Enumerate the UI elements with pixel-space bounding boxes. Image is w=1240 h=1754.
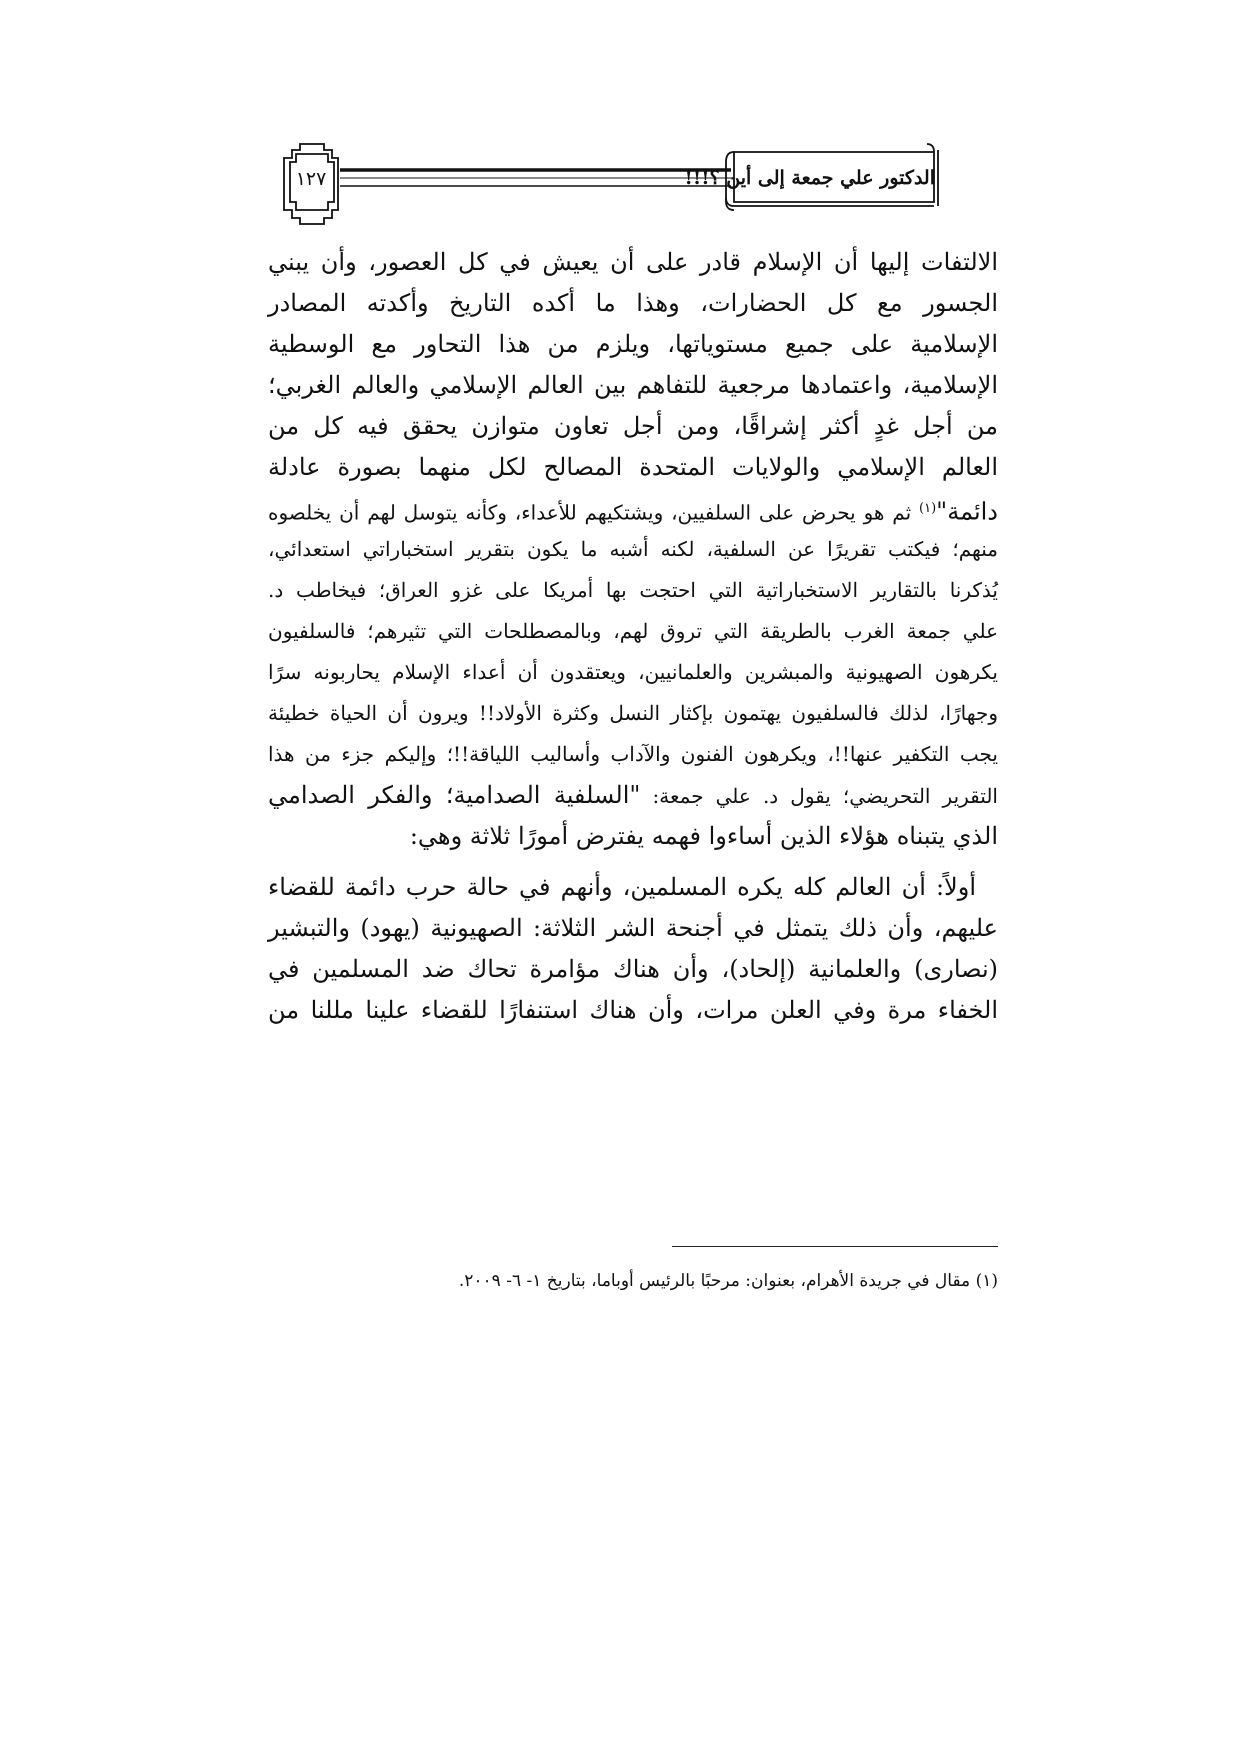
- page-number: ١٢٧: [295, 168, 327, 190]
- text-run: ثم هو يحرض على السلفيين، ويشتكيهم للأعداء، وكأنه يتوسل لهم أن يخلصوه: [268, 500, 920, 525]
- text-line: الجسور مع كل الحضارات، وهذا ما أكده التاريخ وأكدته المصادر: [268, 289, 998, 317]
- text-line: علي جمعة الغرب بالطريقة التي تروق لهم، وبالمصطلحات التي تثيرهم؛ فالسلفيون: [268, 619, 998, 643]
- quote-end: دائمة": [936, 497, 998, 526]
- text-line-mixed: [268, 775, 998, 816]
- text-run: التقرير التحريضي؛ يقول د. علي جمعة:: [640, 784, 998, 808]
- text-line: عليهم، وأن ذلك يتمثل في أجنحة الشر الثلاثة: الصهيونية (يهود) والتبشير: [268, 914, 998, 942]
- text-line: الذي يتبناه هؤلاء الذين أساءوا فهمه يفترض أمورًا ثلاثة وهي:: [409, 822, 998, 850]
- text-line: وجهارًا، لذلك فالسلفيون يهتمون بإكثار النسل وكثرة الأولاد!! ويرون أن الحياة خطيئة: [268, 701, 998, 725]
- header-frame: [0, 0, 1240, 230]
- text-line: الإسلامية على جميع مستوياتها، ويلزم من هذا التحاور مع الوسطية: [268, 330, 998, 358]
- footnote-marker[interactable]: (١): [919, 501, 937, 516]
- text-line: العالم الإسلامي والولايات المتحدة المصالح لكل منهما بصورة عادلة: [268, 453, 998, 481]
- main-text: [268, 242, 998, 1031]
- running-title: الدكتور علي جمعة إلى أين ؟!!!: [684, 167, 935, 189]
- text-line: (نصارى) والعلمانية (إلحاد)، وأن هناك مؤامرة تحاك ضد المسلمين في: [268, 955, 998, 983]
- page-header: [0, 0, 1240, 230]
- footnote: (١) مقال في جريدة الأهرام، بعنوان: مرحبًا بالرئيس أوباما، بتاريخ ١- ٦- ٢٠٠٩.: [458, 1271, 998, 1291]
- text-line: من أجل غدٍ أكثر إشراقًا، ومن أجل تعاون متوازن يحقق فيه كل من: [268, 412, 998, 440]
- text-line: أولاً: أن العالم كله يكره المسلمين، وأنهم في حالة حرب دائمة للقضاء: [268, 873, 976, 901]
- text-line: يُذكرنا بالتقارير الاستخباراتية التي احتجت بها أمريكا على غزو العراق؛ فيخاطب د.: [268, 578, 998, 602]
- quote-start: "السلفية الصدامية؛ والفكر الصدامي: [268, 781, 641, 809]
- text-line: الإسلامية، واعتمادها مرجعية للتفاهم بين العالم الإسلامي والعالم الغربي؛: [268, 371, 998, 399]
- text-line: يكرهون الصهيونية والمبشرين والعلمانيين، ويعتقدون أن أعداء الإسلام يحاربونه سرًا: [268, 660, 998, 684]
- text-line: منهم؛ فيكتب تقريرًا عن السلفية، لكنه أشبه ما يكون بتقرير استخباراتي استعدائي،: [268, 537, 998, 561]
- text-line-mixed: [268, 488, 998, 529]
- text-line: الالتفات إليها أن الإسلام قادر على أن يعيش في كل العصور، وأن يبني: [268, 248, 998, 276]
- text-line: يجب التكفير عنها!!، ويكرهون الفنون والآداب وأساليب اللياقة!!؛ وإليكم جزء من هذا: [268, 742, 998, 766]
- footnote-separator: [672, 1246, 998, 1247]
- text-line: الخفاء مرة وفي العلن مرات، وأن هناك استنفارًا للقضاء علينا مللنا من: [268, 996, 998, 1024]
